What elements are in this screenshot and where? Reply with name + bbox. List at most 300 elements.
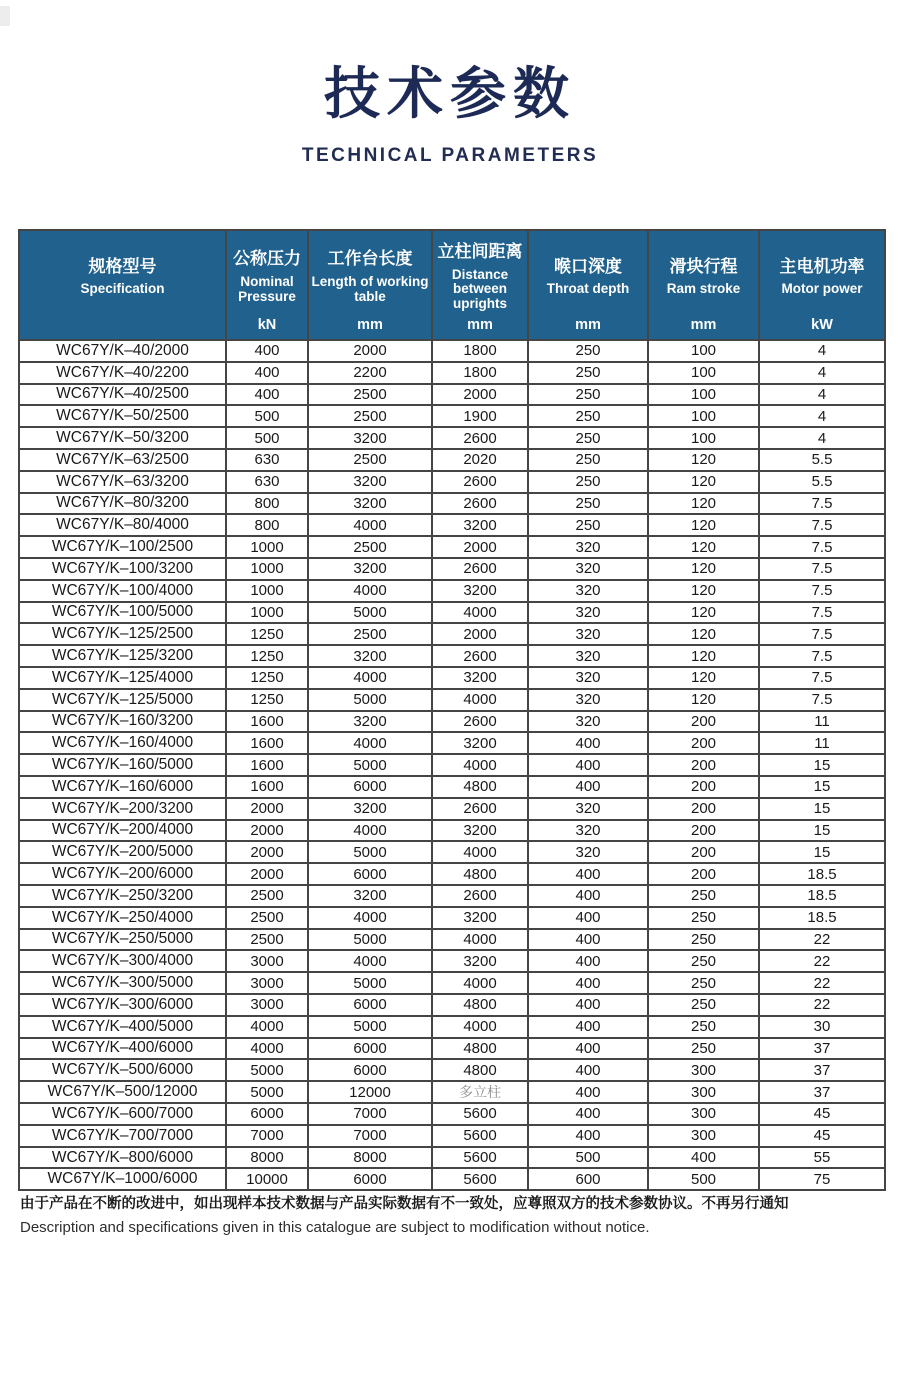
value-cell: 11: [759, 732, 885, 754]
table-row: [19, 623, 885, 645]
spec-cell: WC67Y/K–50/2500: [19, 405, 226, 427]
value-cell: 3000: [226, 972, 308, 994]
spec-cell: WC67Y/K–125/4000: [19, 667, 226, 689]
value-cell: 3200: [308, 493, 432, 515]
column-title-zh: 工作台长度: [327, 249, 413, 269]
value-cell: 250: [528, 384, 648, 406]
value-cell: 200: [648, 863, 759, 885]
value-cell: 3200: [432, 667, 528, 689]
column-title-zh: 公称压力: [233, 249, 301, 269]
value-cell: 2500: [308, 536, 432, 558]
value-cell: 6000: [308, 1168, 432, 1190]
spec-cell: WC67Y/K–500/6000: [19, 1059, 226, 1081]
value-cell: 4: [759, 384, 885, 406]
table-row: [19, 863, 885, 885]
value-cell: 4800: [432, 776, 528, 798]
value-cell: 4000: [308, 732, 432, 754]
value-cell: 1000: [226, 558, 308, 580]
value-cell: 7.5: [759, 536, 885, 558]
value-cell: 120: [648, 689, 759, 711]
value-cell: 250: [528, 427, 648, 449]
column-title-zh: 主电机功率: [779, 256, 865, 276]
value-cell: 120: [648, 580, 759, 602]
page-subtitle: TECHNICAL PARAMETERS: [301, 145, 599, 166]
value-cell: 5000: [308, 1016, 432, 1038]
column-title-zh: 规格型号: [88, 256, 157, 276]
table-row: [19, 362, 885, 384]
value-cell: 2500: [308, 384, 432, 406]
value-cell: 120: [648, 623, 759, 645]
footer-note: [20, 1195, 880, 1237]
value-cell: 3200: [432, 820, 528, 842]
value-cell: 1900: [432, 405, 528, 427]
value-cell: 320: [528, 689, 648, 711]
spec-cell: WC67Y/K–200/4000: [19, 820, 226, 842]
value-cell: 4000: [308, 514, 432, 536]
value-cell: 1600: [226, 711, 308, 733]
value-cell: 1800: [432, 362, 528, 384]
value-cell: 5000: [308, 841, 432, 863]
value-cell: 300: [648, 1125, 759, 1147]
value-cell: 7.5: [759, 493, 885, 515]
value-cell: 100: [648, 340, 759, 362]
value-cell: 3200: [308, 558, 432, 580]
value-cell: 2000: [226, 863, 308, 885]
spec-cell: WC67Y/K–100/2500: [19, 536, 226, 558]
value-cell: 630: [226, 471, 308, 493]
value-cell: 7.5: [759, 689, 885, 711]
value-cell: 2000: [226, 841, 308, 863]
value-cell: 200: [648, 732, 759, 754]
value-cell: 4000: [308, 950, 432, 972]
value-cell: 6000: [308, 776, 432, 798]
spec-cell: WC67Y/K–80/4000: [19, 514, 226, 536]
value-cell: 1800: [432, 340, 528, 362]
spec-cell: WC67Y/K–100/5000: [19, 602, 226, 624]
value-cell: 3200: [308, 645, 432, 667]
table-body: [19, 340, 885, 1190]
value-cell: 3200: [308, 885, 432, 907]
column-unit: kN: [257, 317, 277, 333]
value-cell: 250: [648, 885, 759, 907]
value-cell: 120: [648, 645, 759, 667]
table-row: [19, 427, 885, 449]
value-cell: 200: [648, 776, 759, 798]
value-cell: 4: [759, 340, 885, 362]
value-cell: 10000: [226, 1168, 308, 1190]
value-cell: 2500: [226, 907, 308, 929]
value-cell: 250: [648, 929, 759, 951]
value-cell: 2600: [432, 645, 528, 667]
column-title-en: Nominal Pressure: [238, 273, 296, 304]
value-cell: 100: [648, 384, 759, 406]
value-cell: 3200: [432, 580, 528, 602]
value-cell: 多立柱: [432, 1081, 528, 1103]
table-row: [19, 754, 885, 776]
value-cell: 37: [759, 1059, 885, 1081]
spec-cell: WC67Y/K–160/4000: [19, 732, 226, 754]
value-cell: 120: [648, 449, 759, 471]
column-header-4: [432, 230, 528, 340]
value-cell: 45: [759, 1125, 885, 1147]
spec-cell: WC67Y/K–40/2000: [19, 340, 226, 362]
value-cell: 1600: [226, 754, 308, 776]
spec-cell: WC67Y/K–200/5000: [19, 841, 226, 863]
note-english: Description and specifications given in this catalogue are subject to modification without notice.: [20, 1218, 650, 1236]
value-cell: 1250: [226, 623, 308, 645]
value-cell: 320: [528, 580, 648, 602]
value-cell: 4000: [226, 1038, 308, 1060]
value-cell: 7.5: [759, 602, 885, 624]
value-cell: 500: [648, 1168, 759, 1190]
table-row: [19, 1081, 885, 1103]
table-row: [19, 1059, 885, 1081]
value-cell: 18.5: [759, 885, 885, 907]
spec-cell: WC67Y/K–125/3200: [19, 645, 226, 667]
value-cell: 3200: [432, 732, 528, 754]
value-cell: 800: [226, 514, 308, 536]
value-cell: 4000: [432, 929, 528, 951]
value-cell: 4000: [432, 602, 528, 624]
column-header-3: [308, 230, 432, 340]
column-title-zh: 滑块行程: [669, 256, 738, 276]
table-row: [19, 514, 885, 536]
value-cell: 250: [648, 907, 759, 929]
value-cell: 2500: [308, 623, 432, 645]
value-cell: 5.5: [759, 449, 885, 471]
value-cell: 400: [528, 907, 648, 929]
value-cell: 320: [528, 623, 648, 645]
spec-cell: WC67Y/K–100/3200: [19, 558, 226, 580]
value-cell: 15: [759, 841, 885, 863]
value-cell: 15: [759, 798, 885, 820]
value-cell: 2000: [226, 798, 308, 820]
value-cell: 3200: [308, 711, 432, 733]
column-header-6: [648, 230, 759, 340]
value-cell: 4000: [308, 820, 432, 842]
value-cell: 320: [528, 711, 648, 733]
value-cell: 12000: [308, 1081, 432, 1103]
value-cell: 400: [528, 929, 648, 951]
value-cell: 3200: [308, 427, 432, 449]
value-cell: 6000: [308, 1038, 432, 1060]
value-cell: 75: [759, 1168, 885, 1190]
value-cell: 7.5: [759, 623, 885, 645]
spec-cell: WC67Y/K–700/7000: [19, 1125, 226, 1147]
value-cell: 120: [648, 471, 759, 493]
table-row: [19, 340, 885, 362]
table-row: [19, 667, 885, 689]
value-cell: 4000: [432, 689, 528, 711]
table-row: [19, 732, 885, 754]
value-cell: 250: [528, 471, 648, 493]
value-cell: 4000: [432, 972, 528, 994]
spec-cell: WC67Y/K–250/5000: [19, 929, 226, 951]
value-cell: 2600: [432, 493, 528, 515]
table-row: [19, 994, 885, 1016]
value-cell: 4000: [308, 667, 432, 689]
value-cell: 7.5: [759, 645, 885, 667]
page-title: 技术参数: [324, 62, 576, 125]
value-cell: 250: [528, 362, 648, 384]
value-cell: 6000: [226, 1103, 308, 1125]
value-cell: 4000: [432, 754, 528, 776]
value-cell: 400: [648, 1147, 759, 1169]
value-cell: 22: [759, 950, 885, 972]
value-cell: 5000: [226, 1059, 308, 1081]
column-title-en: Specification: [80, 281, 165, 297]
spec-cell: WC67Y/K–400/6000: [19, 1038, 226, 1060]
table-row: [19, 493, 885, 515]
value-cell: 7000: [308, 1103, 432, 1125]
value-cell: 4: [759, 427, 885, 449]
value-cell: 11: [759, 711, 885, 733]
value-cell: 400: [528, 1125, 648, 1147]
value-cell: 22: [759, 929, 885, 951]
table-row: [19, 841, 885, 863]
value-cell: 22: [759, 994, 885, 1016]
value-cell: 1000: [226, 602, 308, 624]
spec-cell: WC67Y/K–800/6000: [19, 1147, 226, 1169]
value-cell: 2600: [432, 885, 528, 907]
value-cell: 2600: [432, 798, 528, 820]
value-cell: 3200: [432, 907, 528, 929]
table-header-row: [19, 230, 885, 340]
value-cell: 5600: [432, 1103, 528, 1125]
spec-cell: WC67Y/K–40/2500: [19, 384, 226, 406]
value-cell: 320: [528, 798, 648, 820]
value-cell: 5600: [432, 1125, 528, 1147]
value-cell: 1600: [226, 732, 308, 754]
value-cell: 2000: [432, 536, 528, 558]
spec-cell: WC67Y/K–100/4000: [19, 580, 226, 602]
value-cell: 2000: [226, 820, 308, 842]
table-row: [19, 711, 885, 733]
value-cell: 120: [648, 667, 759, 689]
value-cell: 5000: [308, 602, 432, 624]
value-cell: 4000: [226, 1016, 308, 1038]
value-cell: 45: [759, 1103, 885, 1125]
value-cell: 5600: [432, 1168, 528, 1190]
value-cell: 30: [759, 1016, 885, 1038]
spec-cell: WC67Y/K–300/5000: [19, 972, 226, 994]
value-cell: 5000: [308, 972, 432, 994]
table-row: [19, 405, 885, 427]
value-cell: 2500: [226, 929, 308, 951]
value-cell: 250: [528, 493, 648, 515]
value-cell: 120: [648, 514, 759, 536]
value-cell: 2600: [432, 558, 528, 580]
spec-cell: WC67Y/K–160/5000: [19, 754, 226, 776]
table-row: [19, 972, 885, 994]
value-cell: 2000: [308, 340, 432, 362]
value-cell: 18.5: [759, 907, 885, 929]
table-row: [19, 907, 885, 929]
value-cell: 320: [528, 645, 648, 667]
column-unit: mm: [467, 317, 493, 333]
value-cell: 3200: [432, 514, 528, 536]
value-cell: 1000: [226, 536, 308, 558]
table-row: [19, 645, 885, 667]
value-cell: 5000: [308, 689, 432, 711]
value-cell: 7000: [226, 1125, 308, 1147]
value-cell: 500: [528, 1147, 648, 1169]
spec-cell: WC67Y/K–50/3200: [19, 427, 226, 449]
value-cell: 7.5: [759, 514, 885, 536]
column-header-2: [226, 230, 308, 340]
value-cell: 250: [648, 1016, 759, 1038]
value-cell: 320: [528, 602, 648, 624]
value-cell: 5000: [308, 754, 432, 776]
value-cell: 400: [528, 1103, 648, 1125]
table-row: [19, 384, 885, 406]
value-cell: 1000: [226, 580, 308, 602]
value-cell: 8000: [308, 1147, 432, 1169]
value-cell: 2000: [432, 384, 528, 406]
spec-cell: WC67Y/K–400/5000: [19, 1016, 226, 1038]
value-cell: 2020: [432, 449, 528, 471]
value-cell: 400: [528, 1038, 648, 1060]
value-cell: 400: [528, 732, 648, 754]
value-cell: 250: [528, 340, 648, 362]
value-cell: 1250: [226, 689, 308, 711]
table-row: [19, 950, 885, 972]
table-row: [19, 776, 885, 798]
value-cell: 2500: [226, 885, 308, 907]
value-cell: 2600: [432, 471, 528, 493]
value-cell: 7000: [308, 1125, 432, 1147]
table-row: [19, 1038, 885, 1060]
value-cell: 4000: [432, 1016, 528, 1038]
value-cell: 2600: [432, 427, 528, 449]
table-row: [19, 820, 885, 842]
table-row: [19, 1168, 885, 1190]
value-cell: 400: [226, 362, 308, 384]
value-cell: 3200: [308, 798, 432, 820]
value-cell: 120: [648, 558, 759, 580]
value-cell: 250: [648, 950, 759, 972]
value-cell: 1250: [226, 667, 308, 689]
value-cell: 2500: [308, 405, 432, 427]
value-cell: 300: [648, 1059, 759, 1081]
spec-cell: WC67Y/K–160/6000: [19, 776, 226, 798]
value-cell: 120: [648, 493, 759, 515]
value-cell: 55: [759, 1147, 885, 1169]
value-cell: 400: [528, 994, 648, 1016]
spec-cell: WC67Y/K–200/6000: [19, 863, 226, 885]
value-cell: 200: [648, 841, 759, 863]
value-cell: 320: [528, 841, 648, 863]
table-row: [19, 798, 885, 820]
value-cell: 5600: [432, 1147, 528, 1169]
column-title-en: Motor power: [781, 281, 863, 297]
table-row: [19, 885, 885, 907]
table-row: [19, 558, 885, 580]
value-cell: 100: [648, 427, 759, 449]
value-cell: 200: [648, 711, 759, 733]
table-row: [19, 471, 885, 493]
value-cell: 320: [528, 536, 648, 558]
value-cell: 2200: [308, 362, 432, 384]
value-cell: 6000: [308, 994, 432, 1016]
value-cell: 4000: [308, 580, 432, 602]
value-cell: 5.5: [759, 471, 885, 493]
value-cell: 250: [648, 1038, 759, 1060]
value-cell: 400: [528, 885, 648, 907]
table-row: [19, 602, 885, 624]
value-cell: 600: [528, 1168, 648, 1190]
value-cell: 630: [226, 449, 308, 471]
value-cell: 120: [648, 536, 759, 558]
column-header-5: [528, 230, 648, 340]
value-cell: 15: [759, 776, 885, 798]
table-row: [19, 536, 885, 558]
table-row: [19, 580, 885, 602]
value-cell: 250: [528, 449, 648, 471]
note-chinese: 由于产品在不断的改进中，如出现样本技术数据与产品实际数据有不一致处，应尊照双方的技术参数协议。不再另行通知: [20, 1196, 789, 1213]
value-cell: 4800: [432, 863, 528, 885]
value-cell: 300: [648, 1081, 759, 1103]
table-row: [19, 689, 885, 711]
spec-cell: WC67Y/K–300/4000: [19, 950, 226, 972]
spec-cell: WC67Y/K–63/3200: [19, 471, 226, 493]
value-cell: 3000: [226, 994, 308, 1016]
value-cell: 400: [528, 972, 648, 994]
value-cell: 5000: [308, 929, 432, 951]
spec-cell: WC67Y/K–200/3200: [19, 798, 226, 820]
value-cell: 400: [528, 863, 648, 885]
spec-cell: WC67Y/K–300/6000: [19, 994, 226, 1016]
spec-cell: WC67Y/K–600/7000: [19, 1103, 226, 1125]
value-cell: 7.5: [759, 580, 885, 602]
spec-cell: WC67Y/K–160/3200: [19, 711, 226, 733]
value-cell: 7.5: [759, 667, 885, 689]
value-cell: 320: [528, 820, 648, 842]
value-cell: 15: [759, 820, 885, 842]
value-cell: 2500: [308, 449, 432, 471]
column-unit: kW: [811, 317, 833, 333]
spec-cell: WC67Y/K–40/2200: [19, 362, 226, 384]
value-cell: 4: [759, 362, 885, 384]
value-cell: 500: [226, 405, 308, 427]
spec-table: [18, 229, 886, 1191]
spec-cell: WC67Y/K–250/4000: [19, 907, 226, 929]
value-cell: 15: [759, 754, 885, 776]
title-block: [0, 0, 900, 167]
spec-cell: WC67Y/K–63/2500: [19, 449, 226, 471]
value-cell: 3000: [226, 950, 308, 972]
value-cell: 1600: [226, 776, 308, 798]
value-cell: 1250: [226, 645, 308, 667]
value-cell: 500: [226, 427, 308, 449]
table-row: [19, 1016, 885, 1038]
value-cell: 200: [648, 820, 759, 842]
value-cell: 3200: [432, 950, 528, 972]
column-unit: mm: [690, 317, 717, 333]
value-cell: 400: [528, 950, 648, 972]
value-cell: 3200: [308, 471, 432, 493]
column-unit: mm: [575, 317, 601, 333]
value-cell: 200: [648, 798, 759, 820]
value-cell: 400: [528, 1016, 648, 1038]
table-row: [19, 1125, 885, 1147]
value-cell: 22: [759, 972, 885, 994]
column-title-en: Length of working table: [311, 273, 429, 304]
value-cell: 250: [648, 994, 759, 1016]
value-cell: 400: [528, 1081, 648, 1103]
spec-cell: WC67Y/K–500/12000: [19, 1081, 226, 1103]
table-row: [19, 1103, 885, 1125]
